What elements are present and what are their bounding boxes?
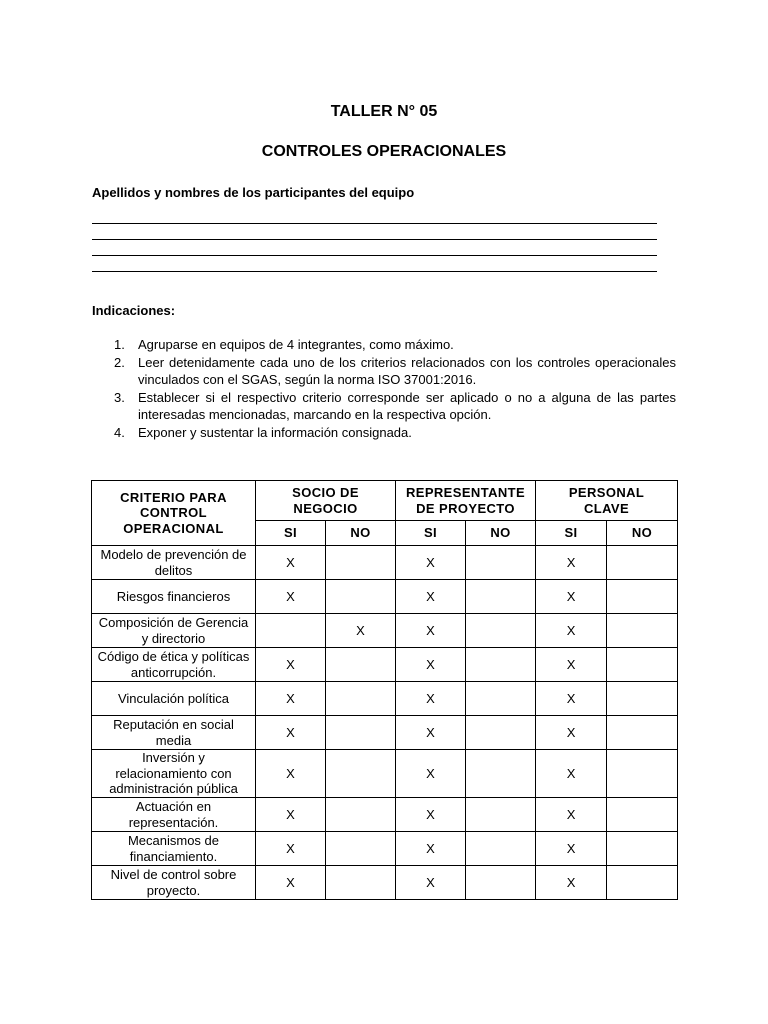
instruction-text: Establecer si el respectivo criterio corresponde ser aplicado o no a alguna de las partes interesadas mencionadas, marcando en la respectiva opción. [138, 389, 676, 422]
criterio-cell: Riesgos financieros [92, 580, 256, 614]
mark-cell[interactable]: X [536, 546, 607, 580]
instruction-number: 3. [114, 389, 125, 405]
instruction-item [92, 389, 676, 424]
mark-cell[interactable] [326, 750, 396, 798]
criterio-cell: Composición de Gerencia y directorio [92, 614, 256, 648]
indications-label: Indicaciones: [92, 303, 176, 318]
mark-cell[interactable] [326, 648, 396, 682]
mark-cell[interactable] [326, 546, 396, 580]
mark-cell[interactable]: X [396, 716, 466, 750]
col-no: NO [466, 521, 536, 546]
mark-cell[interactable] [607, 648, 678, 682]
mark-cell[interactable] [607, 866, 678, 900]
instruction-text: Agruparse en equipos de 4 integrantes, como máximo. [138, 337, 454, 352]
mark-cell[interactable]: X [396, 750, 466, 798]
mark-cell[interactable]: X [536, 716, 607, 750]
col-no: NO [326, 521, 396, 546]
mark-cell[interactable] [326, 580, 396, 614]
group-header-personal: PERSONAL CLAVE [536, 481, 678, 521]
document-title: TALLER N° 05 [330, 103, 438, 120]
mark-cell[interactable] [607, 750, 678, 798]
instruction-item [92, 354, 676, 389]
instruction-text: Leer detenidamente cada uno de los criterios relacionados con los controles operacionales vinculados con el SGAS, según la norma ISO 37001:2016. [138, 354, 676, 387]
instruction-item [92, 336, 676, 354]
mark-cell[interactable] [466, 832, 536, 866]
participant-line [92, 271, 657, 272]
instruction-number: 1. [114, 337, 125, 352]
col-si: SI [256, 521, 326, 546]
instruction-text: Exponer y sustentar la información consignada. [138, 424, 412, 440]
mark-cell[interactable]: X [396, 832, 466, 866]
mark-cell[interactable] [607, 716, 678, 750]
table-row [92, 580, 678, 614]
mark-cell[interactable]: X [536, 798, 607, 832]
mark-cell[interactable]: X [256, 866, 326, 900]
mark-cell[interactable]: X [396, 798, 466, 832]
mark-cell[interactable]: X [536, 648, 607, 682]
mark-cell[interactable]: X [256, 716, 326, 750]
mark-cell[interactable] [607, 546, 678, 580]
mark-cell[interactable] [326, 716, 396, 750]
mark-cell[interactable] [326, 866, 396, 900]
table-row [92, 750, 678, 798]
mark-cell[interactable] [326, 832, 396, 866]
col-si: SI [536, 521, 607, 546]
instruction-number: 2. [114, 354, 125, 370]
table-row [92, 648, 678, 682]
table-header-row [92, 481, 678, 521]
mark-cell[interactable]: X [256, 832, 326, 866]
criterio-cell: Vinculación política [92, 682, 256, 716]
mark-cell[interactable]: X [396, 682, 466, 716]
mark-cell[interactable]: X [256, 750, 326, 798]
mark-cell[interactable]: X [256, 648, 326, 682]
mark-cell[interactable]: X [536, 682, 607, 716]
mark-cell[interactable]: X [536, 866, 607, 900]
table-row [92, 798, 678, 832]
criterio-header: CRITERIO PARA CONTROL OPERACIONAL [92, 481, 256, 546]
mark-cell[interactable]: X [536, 832, 607, 866]
instruction-number: 4. [114, 424, 125, 440]
mark-cell[interactable] [466, 866, 536, 900]
mark-cell[interactable] [607, 832, 678, 866]
table-row [92, 866, 678, 900]
col-no: NO [607, 521, 678, 546]
criterio-cell: Actuación en representación. [92, 798, 256, 832]
mark-cell[interactable]: X [396, 546, 466, 580]
mark-cell[interactable] [607, 614, 678, 648]
mark-cell[interactable] [607, 682, 678, 716]
mark-cell[interactable]: X [326, 614, 396, 648]
mark-cell[interactable]: X [256, 798, 326, 832]
mark-cell[interactable] [466, 750, 536, 798]
mark-cell[interactable]: X [256, 546, 326, 580]
instruction-list [92, 336, 676, 441]
mark-cell[interactable] [607, 798, 678, 832]
mark-cell[interactable] [256, 614, 326, 648]
document-subtitle: CONTROLES OPERACIONALES [261, 143, 507, 160]
mark-cell[interactable] [466, 580, 536, 614]
mark-cell[interactable] [466, 682, 536, 716]
criterio-cell: Inversión y relacionamiento con administración pública [92, 750, 256, 798]
mark-cell[interactable] [466, 546, 536, 580]
mark-cell[interactable] [326, 682, 396, 716]
table-row [92, 832, 678, 866]
controls-table [91, 480, 678, 900]
mark-cell[interactable]: X [256, 580, 326, 614]
mark-cell[interactable]: X [536, 614, 607, 648]
mark-cell[interactable] [466, 614, 536, 648]
mark-cell[interactable]: X [256, 682, 326, 716]
table-row [92, 682, 678, 716]
table-row [92, 614, 678, 648]
criterio-cell: Reputación en social media [92, 716, 256, 750]
mark-cell[interactable] [326, 798, 396, 832]
mark-cell[interactable] [466, 798, 536, 832]
criterio-cell: Modelo de prevención de delitos [92, 546, 256, 580]
table-row [92, 546, 678, 580]
mark-cell[interactable]: X [396, 580, 466, 614]
mark-cell[interactable]: X [536, 580, 607, 614]
criterio-cell: Mecanismos de financiamiento. [92, 832, 256, 866]
instruction-item [92, 424, 676, 442]
mark-cell[interactable]: X [396, 614, 466, 648]
participants-label: Apellidos y nombres de los participantes del equipo [92, 185, 415, 200]
participant-line [92, 223, 657, 224]
mark-cell[interactable] [466, 716, 536, 750]
mark-cell[interactable] [466, 648, 536, 682]
group-header-representante: REPRESENTANTE DE PROYECTO [396, 481, 536, 521]
table-row [92, 716, 678, 750]
participant-line [92, 239, 657, 240]
criterio-cell: Código de ética y políticas anticorrupción. [92, 648, 256, 682]
mark-cell[interactable]: X [536, 750, 607, 798]
group-header-socio: SOCIO DE NEGOCIO [256, 481, 396, 521]
mark-cell[interactable] [607, 580, 678, 614]
col-si: SI [396, 521, 466, 546]
mark-cell[interactable]: X [396, 866, 466, 900]
mark-cell[interactable]: X [396, 648, 466, 682]
criterio-cell: Nivel de control sobre proyecto. [92, 866, 256, 900]
participant-line [92, 255, 657, 256]
